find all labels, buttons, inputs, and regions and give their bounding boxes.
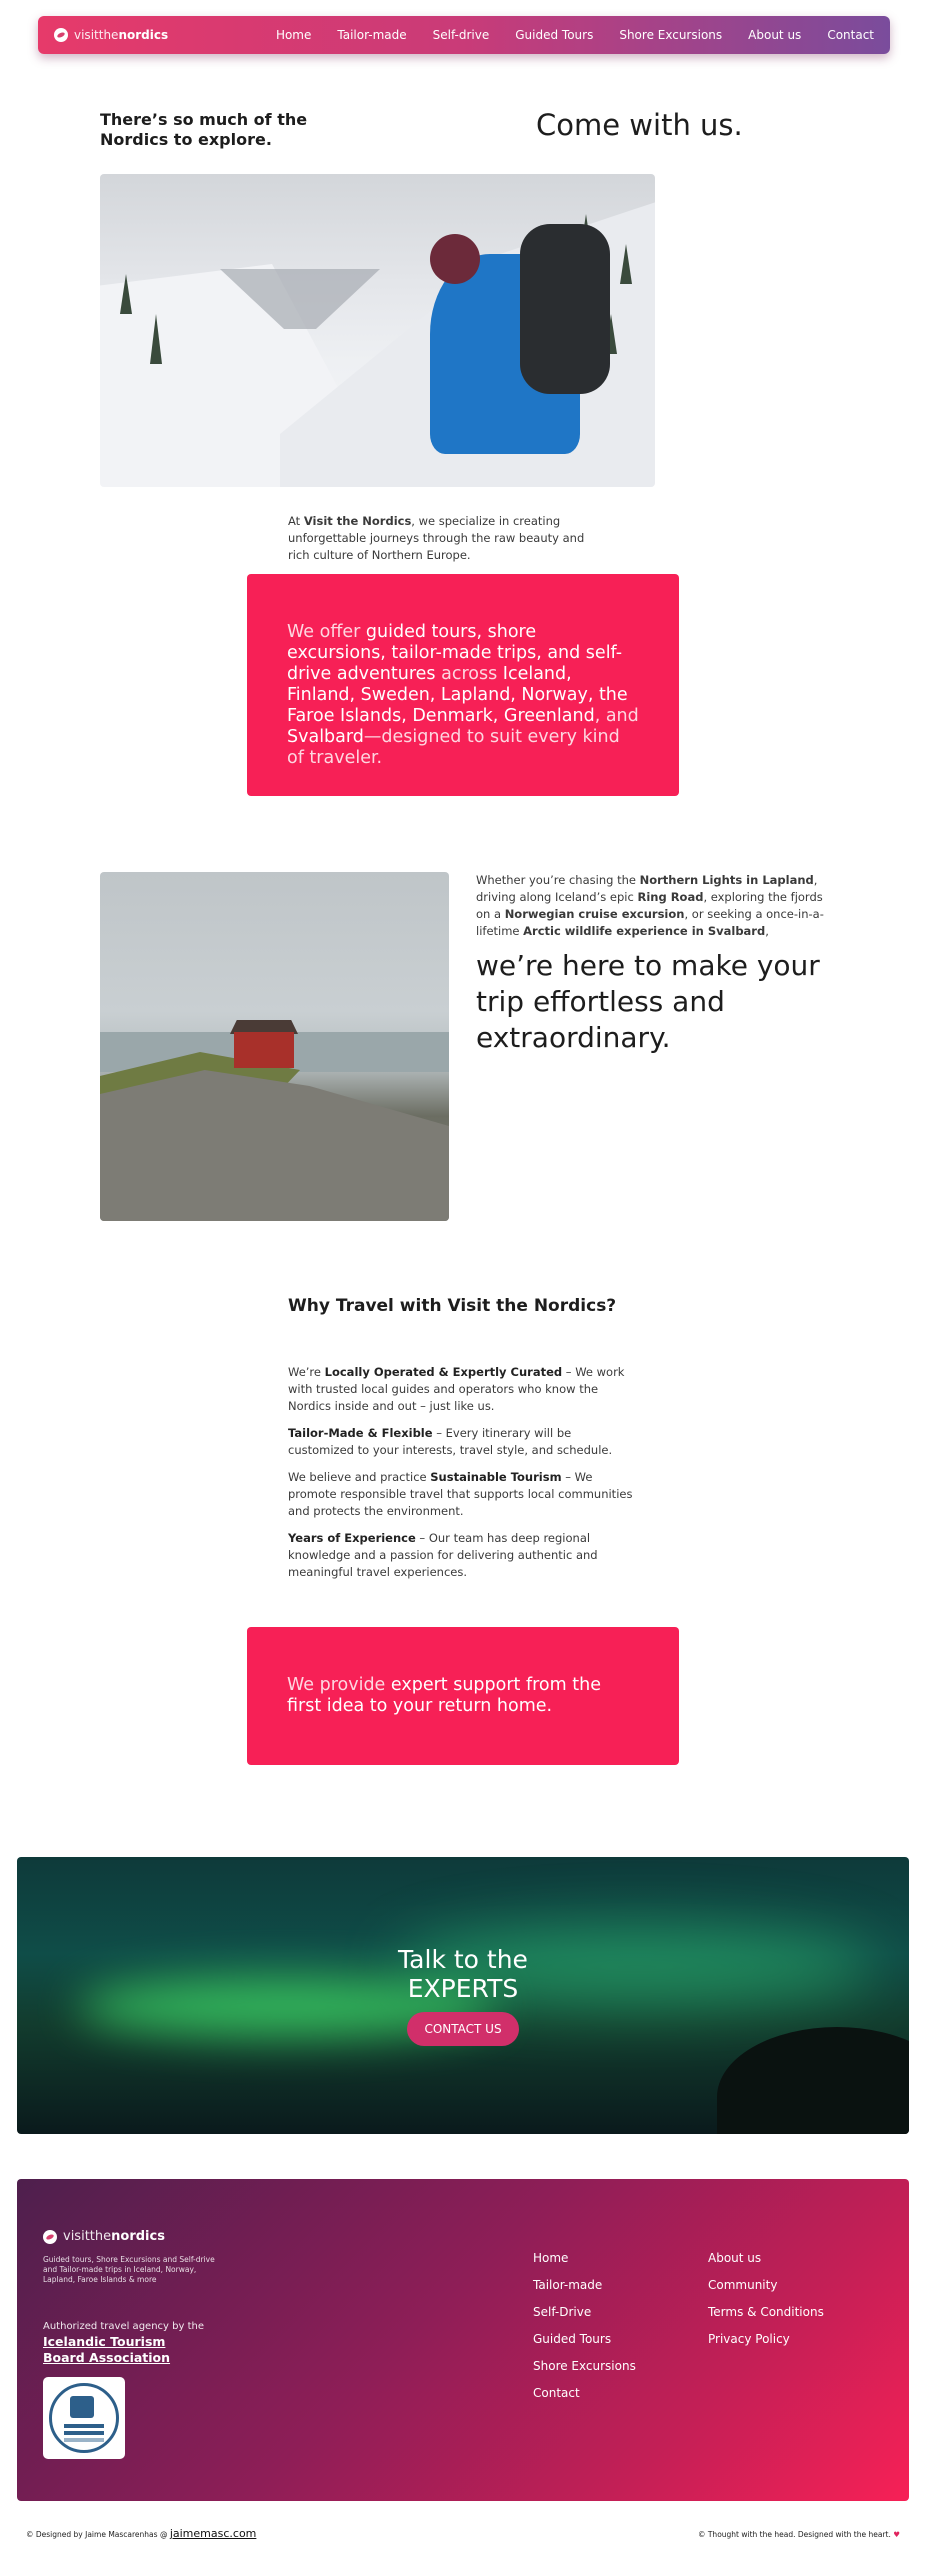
intro-tagline: Come with us.: [536, 108, 743, 142]
nav-shore-excursions[interactable]: Shore Excursions: [619, 28, 723, 42]
footer-link-contact[interactable]: Contact: [533, 2386, 580, 2400]
aurora-cta-banner: [17, 1857, 909, 2134]
promise-heading: we’re here to make your trip effortless and extraordinary.: [476, 949, 820, 1054]
why-item: We believe and practice Sustainable Tourism – We promote responsible travel that supports local communities and protects the environment.: [288, 1470, 633, 1518]
footer-link-about-us[interactable]: About us: [708, 2251, 762, 2265]
red-cabin-photo: [100, 872, 449, 1221]
footer-link-terms[interactable]: Terms & Conditions: [708, 2305, 824, 2319]
nav-guided-tours[interactable]: Guided Tours: [515, 28, 594, 42]
footer-link-self-drive[interactable]: Self-Drive: [533, 2305, 592, 2319]
tourism-board-link[interactable]: Icelandic Tourism Board Association: [43, 2334, 171, 2365]
why-list: [288, 1364, 638, 1591]
logo-text-the: the: [98, 28, 119, 42]
footer-link-privacy[interactable]: Privacy Policy: [708, 2332, 790, 2346]
footer-description: Guided tours, Shore Excursions and Self-drive and Tailor-made trips in Iceland, Norway, Lapland, Faroe Islands & more: [43, 2255, 215, 2284]
authorized-text: Authorized travel agency by the: [43, 2321, 204, 2332]
logo-mark-icon: [43, 2230, 57, 2244]
tourism-board-badge-icon: [43, 2377, 125, 2459]
nav-self-drive[interactable]: Self-drive: [432, 28, 490, 42]
logo-mark-icon: [54, 28, 68, 42]
logo-text-nordics: nordics: [118, 28, 169, 42]
footer-link-home[interactable]: Home: [533, 2251, 569, 2265]
logo-text-visit: visit: [74, 28, 99, 42]
nav-tailor-made[interactable]: Tailor-made: [337, 28, 407, 42]
offer-highlight-box: We offer guided tours, shore excursions, tailor-made trips, and self-drive adventures across Iceland, Finland, Sweden, Lapland, Norway, the Faroe Islands, Denmark, Greenland, and Svalbard—designed to suit every kind of traveler.: [247, 574, 679, 796]
footer-logo[interactable]: visitthenordics: [43, 2229, 165, 2244]
nav-links: [276, 28, 874, 42]
intro-heading: There’s so much of the Nordics to explore.: [100, 110, 308, 149]
nav-home[interactable]: Home: [275, 28, 312, 42]
thought-credit: © Thought with the head. Designed with the heart. ♥: [697, 2530, 900, 2539]
contact-us-button[interactable]: CONTACT US: [407, 2012, 519, 2046]
nav-about-us[interactable]: About us: [748, 28, 802, 42]
top-navbar: [38, 16, 890, 54]
why-item: Years of Experience – Our team has deep regional knowledge and a passion for delivering authentic and meaningful travel experiences.: [288, 1531, 598, 1579]
intro-paragraph: At Visit the Nordics, we specialize in creating unforgettable journeys through the raw beauty and rich culture of Northern Europe.: [288, 514, 585, 562]
why-item: We’re Locally Operated & Expertly Curated – We work with trusted local guides and operators who know the Nordics inside and out – just like us.: [288, 1365, 625, 1413]
footer-link-tailor-made[interactable]: Tailor-made: [533, 2278, 603, 2292]
nav-contact[interactable]: Contact: [827, 28, 874, 42]
designer-site-link[interactable]: jaimemasc.com: [169, 2527, 257, 2540]
footer-link-community[interactable]: Community: [708, 2278, 778, 2292]
heart-icon: ♥: [893, 2530, 900, 2539]
footer-links-secondary: [708, 2251, 824, 2347]
hiker-snow-photo: [100, 174, 655, 487]
site-logo[interactable]: [54, 28, 168, 42]
cta-title: Talk to the EXPERTS: [398, 1945, 528, 2003]
why-item: Tailor-Made & Flexible – Every itinerary will be customized to your interests, travel style, and schedule.: [288, 1426, 613, 1457]
why-heading: Why Travel with Visit the Nordics?: [288, 1296, 617, 1316]
footer: [17, 2179, 909, 2501]
footer-links-primary: [533, 2251, 636, 2401]
footer-link-shore-excursions[interactable]: Shore Excursions: [533, 2359, 636, 2373]
footer-link-guided-tours[interactable]: Guided Tours: [533, 2332, 612, 2346]
support-highlight-box: We provide expert support from the first idea to your return home.: [247, 1627, 679, 1765]
destinations-paragraph: Whether you’re chasing the Northern Lights in Lapland, driving along Iceland’s epic Ring Road, exploring the fjords on a Norwegian cruise excursion, or seeking a once-in-a-lifetime Arctic wildlife experience in Svalbard,: [476, 873, 824, 938]
designer-credit: © Designed by Jaime Mascarenhas @ jaimemasc.com: [26, 2527, 257, 2540]
